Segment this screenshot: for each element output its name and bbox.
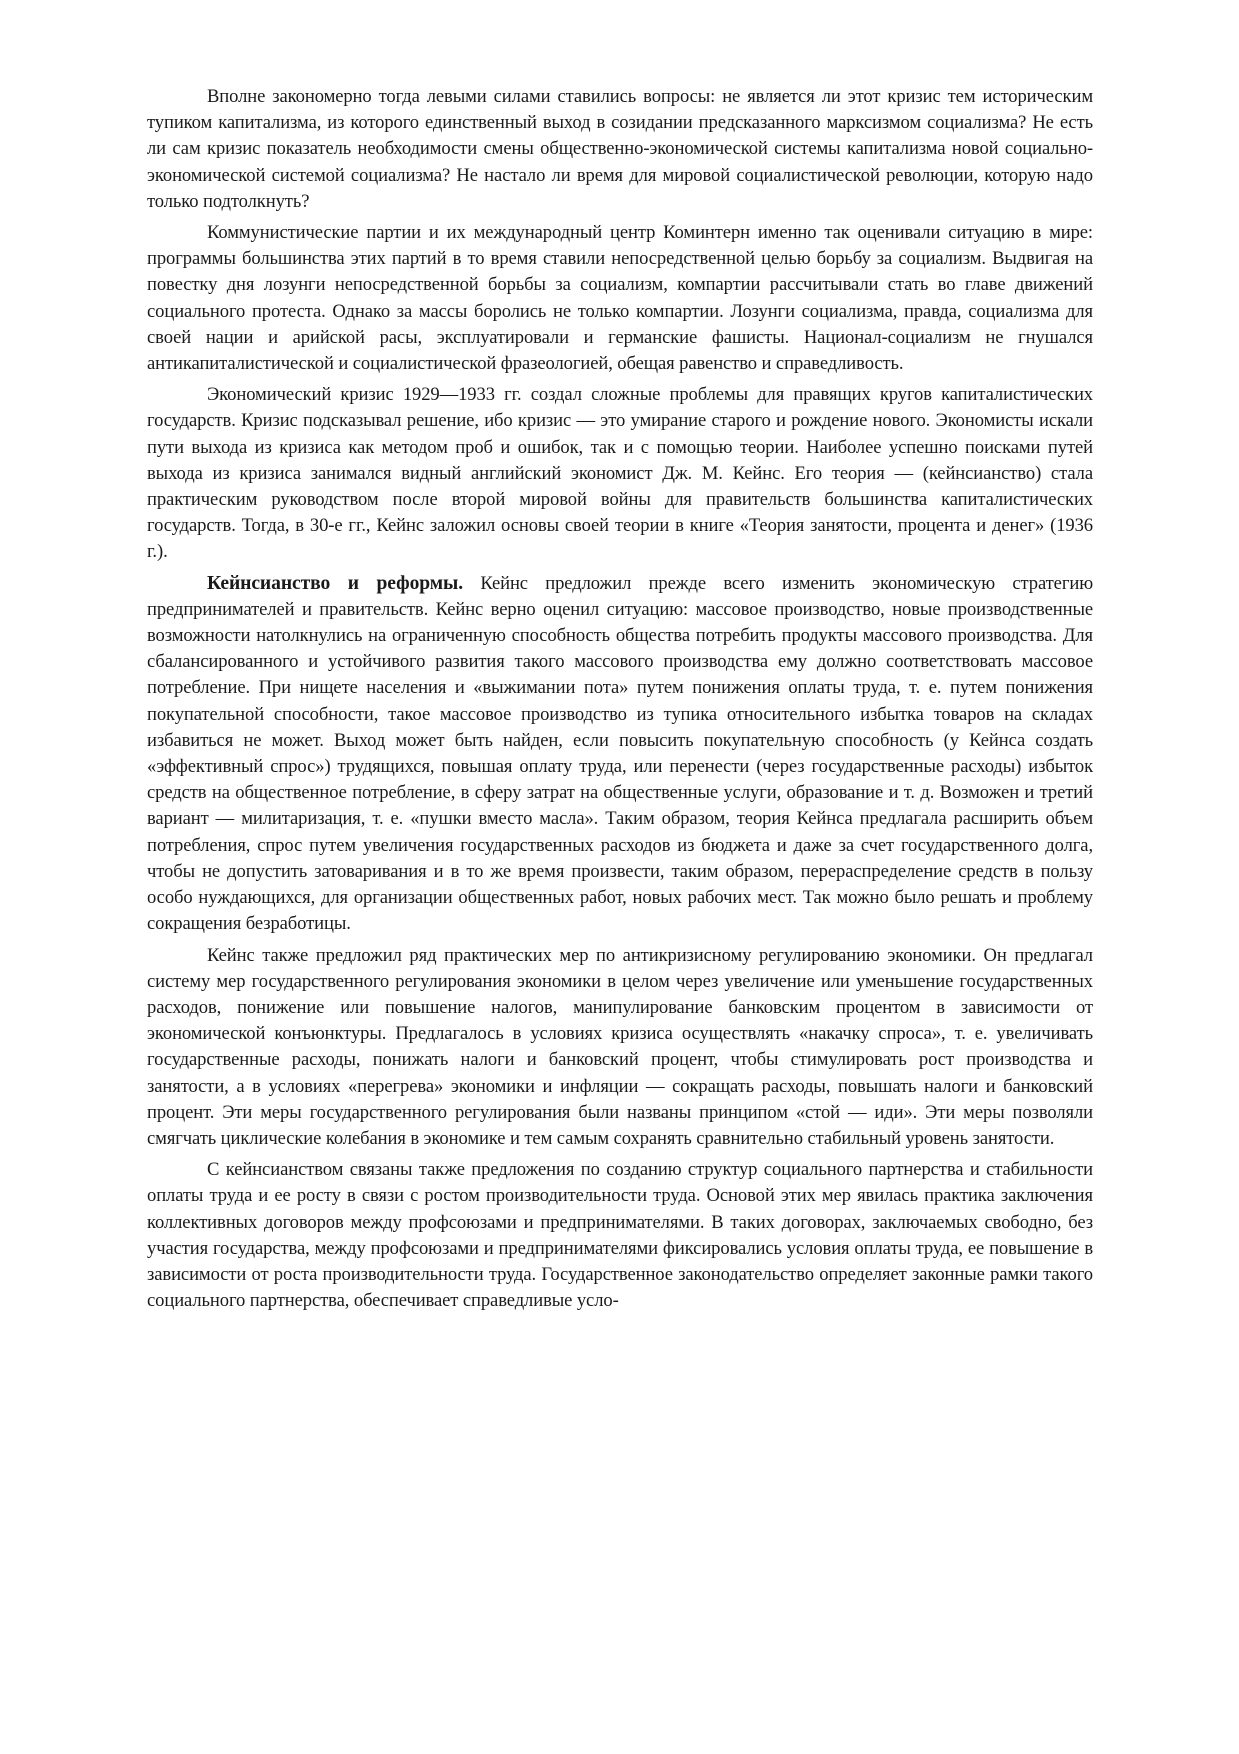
paragraph-social-partnership	[147, 1157, 1093, 1314]
paragraph-text: С кейнсианством связаны также предложения по созданию структур социального партнерства и стабильности оплаты труда и ее росту в связи с ростом производительности труда. Основой этих мер явилась практика заключения коллективных договоров между профсоюзами и предпринимателями. В таких договорах, заключаемых свободно, без участия государства, между профсоюзами и предпринимателями фиксировались условия оплаты труда, ее повышение в зависимости от роста производительности труда. Государственное законодательство определяет законные рамки такого социального партнерства, обеспечивает справедливые усло-	[147, 1159, 1093, 1312]
paragraph-text: Кейнс также предложил ряд практических мер по антикризисному регулированию экономики. Он предлагал систему мер государственного регулирования экономики в целом через увеличение или уменьшение государственных расходов, понижение или повышение налогов, манипулирование банковским процентом в зависимости от экономической конъюнктуры. Предлагалось в условиях кризиса осуществлять «накачку спроса», т. е. увеличивать государственные расходы, понижать налоги и банковский процент, чтобы стимулировать рост производства и занятости, а в условиях «перегрева» экономики и инфляции — сокращать расходы, повышать налоги и банковский процент. Эти меры государственного регулирования были названы принципом «стой — иди». Эти меры позволяли смягчать циклические колебания в экономике и тем самым сохранять сравнительно стабильный уровень занятости.	[147, 944, 1093, 1149]
section-heading: Кейнсианство и реформы.	[207, 572, 464, 594]
paragraph-anticrisis-measures	[147, 943, 1093, 1153]
paragraph-text: Коммунистические партии и их международный центр Коминтерн именно так оценивали ситуацию в мире: программы большинства этих партий в то время ставили непосредственной целью борьбу за социализм. Выдвигая на повестку дня лозунги непосредственной борьбы за социализм, компартии рассчитывали стать во главе движений социального протеста. Однако за массы боролись не только компартии. Лозунги социализма, правда, социализма для своей нации и арийской расы, эксплуатировали и германские фашисты. Национал-социализм не гнушался антикапиталистической и социалистической фразеологией, обещая равенство и справедливость.	[147, 222, 1093, 375]
paragraph-text: Экономический кризис 1929—1933 гг. создал сложные проблемы для правящих кругов капиталистических государств. Кризис подсказывал решение, ибо кризис — это умирание старого и рождение нового. Экономисты искали пути выхода из кризиса как методом проб и ошибок, так и с помощью теории. Наиболее успешно поисками путей выхода из кризиса занимался видный английский экономист Дж. М. Кейнс. Его теория — (кейнсианство) стала практическим руководством после второй мировой войны для правительств большинства капиталистических государств. Тогда, в 30-е гг., Кейнс заложил основы своей теории в книге «Теория занятости, процента и денег» (1936 г.).	[147, 384, 1093, 563]
paragraph-economic-crisis	[147, 382, 1093, 565]
text-column	[147, 84, 1093, 1319]
paragraph-keynesianism-reforms	[147, 571, 1093, 938]
paragraph-communist-parties	[147, 220, 1093, 377]
paragraph-text: Кейнс предложил прежде всего изменить экономическую стратегию предпринимателей и правительств. Кейнс верно оценил ситуацию: массовое производство, новые производственные возможности натолкнулись на ограниченную способность общества потребить продукты массового производства. Для сбалансированного и устойчивого развития такого массового производства ему должно соответствовать массовое потребление. При нищете населения и «выжимании пота» путем понижения оплаты труда, т. е. путем понижения покупательной способности, такое массовое производство из тупика относительного избытка товаров на складах избавиться не может. Выход может быть найден, если повысить покупательную способность (у Кейнса создать «эффективный спрос») трудящихся, повышая оплату труда, или перенести (через государственные расходы) избыток средств на общественное потребление, в сферу затрат на общественные услуги, образование и т. д. Возможен и третий вариант — милитаризация, т. е. «пушки вместо масла». Таким образом, теория Кейнса предлагала расширить объем потребления, спрос путем увеличения государственных расходов из бюджета и даже за счет государственного долга, чтобы не допустить затоваривания и в то же время произвести, таким образом, перераспределение средств в пользу особо нуждающихся, для организации общественных работ, новых рабочих мест. Так можно было решать и проблему сокращения безработицы.	[147, 572, 1093, 935]
paragraph-left-questions	[147, 84, 1093, 215]
paragraph-text: Вполне закономерно тогда левыми силами ставились вопросы: не является ли этот кризис тем историческим тупиком капитализма, из которого единственный выход в созидании предсказанного марксизмом социализма? Не есть ли сам кризис показатель необходимости смены общественно-экономической системы капитализма новой социально-экономической системой социализма? Не настало ли время для мировой социалистической революции, которую надо только подтолкнуть?	[147, 86, 1093, 212]
